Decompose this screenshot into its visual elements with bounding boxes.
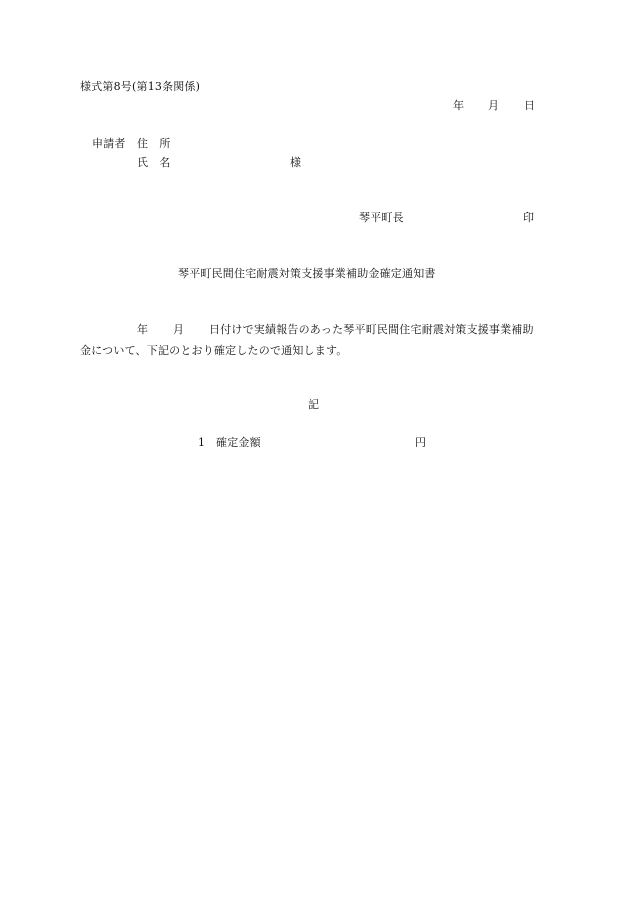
seal-label: 印 bbox=[523, 211, 535, 224]
form-number: 様式第8号(第13条関係) bbox=[80, 80, 201, 93]
address-label: 住 所 bbox=[137, 137, 171, 150]
document-title: 琴平町民間住宅耐震対策支援事業補助金確定通知書 bbox=[178, 267, 436, 280]
issuer-title: 琴平町長 bbox=[359, 211, 404, 224]
body-text-line-2: 金について、下記のとおり確定したので通知します。 bbox=[80, 344, 348, 357]
item-label: 確定金額 bbox=[216, 436, 261, 449]
body-text-line-1: 日付けで実績報告のあった琴平町民間住宅耐震対策支援事業補助 bbox=[209, 323, 534, 336]
date-year-label: 年 bbox=[453, 99, 465, 112]
honorific-label: 様 bbox=[290, 156, 302, 169]
notes-heading: 記 bbox=[308, 398, 320, 411]
date-month-label: 月 bbox=[488, 99, 500, 112]
body-month-label: 月 bbox=[173, 323, 185, 336]
date-day-label: 日 bbox=[524, 99, 536, 112]
name-label: 氏 名 bbox=[137, 156, 171, 169]
item-number: 1 bbox=[198, 436, 206, 449]
item-unit: 円 bbox=[415, 436, 427, 449]
body-year-label: 年 bbox=[137, 323, 149, 336]
applicant-label: 申請者 bbox=[92, 137, 126, 150]
